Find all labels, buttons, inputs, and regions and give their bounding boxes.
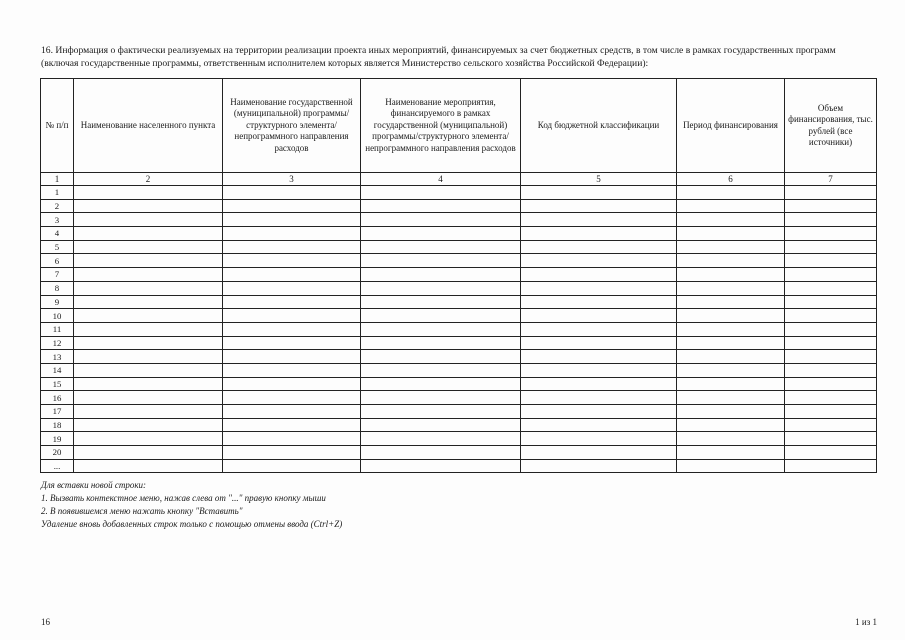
table-cell[interactable] <box>74 295 223 309</box>
table-cell[interactable] <box>361 268 521 282</box>
table-row <box>41 391 877 405</box>
table-cell[interactable] <box>361 309 521 323</box>
column-number: 5 <box>521 173 677 186</box>
column-number: 1 <box>41 173 74 186</box>
table-row <box>41 254 877 268</box>
table-cell[interactable] <box>677 295 785 309</box>
row-number: 15 <box>41 377 74 391</box>
table-cell[interactable] <box>785 295 877 309</box>
table-cell[interactable] <box>785 363 877 377</box>
table-cell[interactable] <box>677 227 785 241</box>
row-number: 11 <box>41 322 74 336</box>
table-cell[interactable] <box>361 227 521 241</box>
column-number: 7 <box>785 173 877 186</box>
table-cell[interactable] <box>677 336 785 350</box>
table-cell[interactable] <box>785 432 877 446</box>
table-cell[interactable] <box>521 350 677 364</box>
table-cell[interactable] <box>223 391 361 405</box>
table-cell[interactable] <box>677 281 785 295</box>
table-cell[interactable] <box>223 322 361 336</box>
table-cell[interactable] <box>521 446 677 460</box>
table-cell[interactable] <box>677 432 785 446</box>
table-cell[interactable] <box>74 336 223 350</box>
table-row <box>41 350 877 364</box>
row-number: 6 <box>41 254 74 268</box>
table-cell[interactable] <box>521 254 677 268</box>
table-cell[interactable] <box>223 363 361 377</box>
row-number: 18 <box>41 418 74 432</box>
table-cell[interactable] <box>361 199 521 213</box>
table-row <box>41 336 877 350</box>
header-cell: Код бюджетной классификации <box>521 79 677 173</box>
column-number: 4 <box>361 173 521 186</box>
table-row <box>41 377 877 391</box>
table-cell[interactable] <box>521 363 677 377</box>
table-cell[interactable] <box>785 213 877 227</box>
row-number: 2 <box>41 199 74 213</box>
table-cell[interactable] <box>785 240 877 254</box>
table-cell[interactable] <box>677 459 785 473</box>
note-line: 2. В появившемся меню нажать кнопку "Вставить" <box>41 506 243 516</box>
table-cell[interactable] <box>361 391 521 405</box>
section-heading: 16. Информация о фактически реализуемых на территории реализации проекта иных мероприятий, финансируемых за счет бюджетных средств, в том числе в рамках государственных программ (включая государственные программы, ответственным исполнителем которых является Министерство сельского хозяйства Российской Федерации): <box>41 45 836 69</box>
table-cell[interactable] <box>223 446 361 460</box>
row-number: 3 <box>41 213 74 227</box>
table-cell[interactable] <box>74 227 223 241</box>
table-cell[interactable] <box>521 459 677 473</box>
table-cell[interactable] <box>785 446 877 460</box>
table-cell[interactable] <box>677 418 785 432</box>
table-cell[interactable] <box>74 350 223 364</box>
table-cell[interactable] <box>785 350 877 364</box>
table-cell[interactable] <box>223 432 361 446</box>
header-row <box>41 79 877 173</box>
table-cell[interactable] <box>521 213 677 227</box>
table-cell[interactable] <box>223 350 361 364</box>
table-cell[interactable] <box>677 363 785 377</box>
table-row <box>41 418 877 432</box>
table-cell[interactable] <box>223 213 361 227</box>
page-label: 16 <box>41 617 50 627</box>
column-number: 6 <box>677 173 785 186</box>
table-cell[interactable] <box>74 199 223 213</box>
row-number: 12 <box>41 336 74 350</box>
table-row <box>41 186 877 200</box>
table-cell[interactable] <box>361 281 521 295</box>
row-number: 20 <box>41 446 74 460</box>
row-number: 4 <box>41 227 74 241</box>
header-cell: Объем финансирования, тыс. рублей (все источники) <box>785 79 877 173</box>
row-number: 9 <box>41 295 74 309</box>
table-row <box>41 459 877 473</box>
header-cell: № п/п <box>41 79 74 173</box>
table-cell[interactable] <box>677 391 785 405</box>
table-cell[interactable] <box>361 418 521 432</box>
insert-row-instructions <box>41 479 342 531</box>
table-cell[interactable] <box>785 391 877 405</box>
table-cell[interactable] <box>74 213 223 227</box>
table-row <box>41 199 877 213</box>
table-cell[interactable] <box>785 227 877 241</box>
table-cell[interactable] <box>74 377 223 391</box>
table-cell[interactable] <box>223 240 361 254</box>
row-number: 17 <box>41 405 74 419</box>
table-cell[interactable] <box>785 377 877 391</box>
table-cell[interactable] <box>521 418 677 432</box>
table-cell[interactable] <box>361 213 521 227</box>
header-cell: Наименование мероприятия, финансируемого в рамках государственной (муниципальной) программы/структурного элемента/непрограммного направления расходов <box>361 79 521 173</box>
table-cell[interactable] <box>521 336 677 350</box>
table-cell[interactable] <box>785 309 877 323</box>
table-row <box>41 405 877 419</box>
row-number: 8 <box>41 281 74 295</box>
table-cell[interactable] <box>223 405 361 419</box>
table-cell[interactable] <box>521 227 677 241</box>
table-row <box>41 213 877 227</box>
table-cell[interactable] <box>677 268 785 282</box>
column-number: 3 <box>223 173 361 186</box>
table-row <box>41 432 877 446</box>
table-cell[interactable] <box>677 199 785 213</box>
table-cell[interactable] <box>361 432 521 446</box>
table-cell[interactable] <box>521 405 677 419</box>
table-row <box>41 268 877 282</box>
header-cell: Наименование населенного пункта <box>74 79 223 173</box>
table-cell[interactable] <box>74 281 223 295</box>
row-number: 16 <box>41 391 74 405</box>
table-cell[interactable] <box>521 240 677 254</box>
table-cell[interactable] <box>361 405 521 419</box>
table-cell[interactable] <box>74 240 223 254</box>
table-cell[interactable] <box>74 405 223 419</box>
table-cell[interactable] <box>677 446 785 460</box>
page-counter: 1 из 1 <box>855 617 877 627</box>
table-cell[interactable] <box>677 186 785 200</box>
table-cell[interactable] <box>521 199 677 213</box>
note-line: Для вставки новой строки: <box>41 480 147 490</box>
table-body <box>41 186 877 473</box>
table-cell[interactable] <box>74 459 223 473</box>
table-cell[interactable] <box>785 405 877 419</box>
table-cell[interactable] <box>521 186 677 200</box>
table-cell[interactable] <box>223 268 361 282</box>
table-cell[interactable] <box>74 418 223 432</box>
row-number: 13 <box>41 350 74 364</box>
table-cell[interactable] <box>74 309 223 323</box>
table-cell[interactable] <box>677 350 785 364</box>
table-cell[interactable] <box>74 432 223 446</box>
column-number: 2 <box>74 173 223 186</box>
note-line: 1. Вызвать контекстное меню, нажав слева от "..." правую кнопку мыши <box>41 493 326 503</box>
table-cell[interactable] <box>521 322 677 336</box>
row-number: ... <box>41 459 74 473</box>
column-number-row <box>41 173 877 186</box>
table-cell[interactable] <box>361 446 521 460</box>
row-number: 14 <box>41 363 74 377</box>
table-cell[interactable] <box>785 418 877 432</box>
table-cell[interactable] <box>785 322 877 336</box>
table-cell[interactable] <box>223 418 361 432</box>
table-cell[interactable] <box>223 281 361 295</box>
table-cell[interactable] <box>677 309 785 323</box>
table-cell[interactable] <box>521 309 677 323</box>
table-cell[interactable] <box>677 405 785 419</box>
table-cell[interactable] <box>521 432 677 446</box>
table-row <box>41 363 877 377</box>
table-cell[interactable] <box>677 254 785 268</box>
table-cell[interactable] <box>785 254 877 268</box>
table-cell[interactable] <box>521 377 677 391</box>
table-row <box>41 281 877 295</box>
table-cell[interactable] <box>677 213 785 227</box>
table-cell[interactable] <box>361 350 521 364</box>
row-number: 10 <box>41 309 74 323</box>
table-cell[interactable] <box>361 377 521 391</box>
note-line: Удаление вновь добавленных строк только с помощью отмены ввода (Ctrl+Z) <box>41 519 343 529</box>
table-row <box>41 227 877 241</box>
events-table <box>40 78 877 473</box>
table-cell[interactable] <box>223 254 361 268</box>
table-row <box>41 309 877 323</box>
table-row <box>41 322 877 336</box>
table-row <box>41 240 877 254</box>
table-cell[interactable] <box>223 336 361 350</box>
table-cell[interactable] <box>521 268 677 282</box>
table-row <box>41 295 877 309</box>
table-cell[interactable] <box>785 281 877 295</box>
table-cell[interactable] <box>677 377 785 391</box>
table-cell[interactable] <box>677 240 785 254</box>
table-cell[interactable] <box>785 336 877 350</box>
table-cell[interactable] <box>785 186 877 200</box>
table-cell[interactable] <box>521 281 677 295</box>
row-number: 19 <box>41 432 74 446</box>
table-cell[interactable] <box>223 199 361 213</box>
header-cell: Наименование государственной (муниципальной) программы/структурного элемента/непрограммного направления расходов <box>223 79 361 173</box>
row-number: 5 <box>41 240 74 254</box>
table-cell[interactable] <box>223 227 361 241</box>
table-cell[interactable] <box>361 322 521 336</box>
table-cell[interactable] <box>361 240 521 254</box>
table-cell[interactable] <box>521 391 677 405</box>
table-cell[interactable] <box>223 459 361 473</box>
table-cell[interactable] <box>74 268 223 282</box>
table-cell[interactable] <box>521 295 677 309</box>
table-cell[interactable] <box>361 459 521 473</box>
table-cell[interactable] <box>223 295 361 309</box>
row-number: 1 <box>41 186 74 200</box>
table-cell[interactable] <box>223 377 361 391</box>
table-cell[interactable] <box>74 322 223 336</box>
header-cell: Период финансирования <box>677 79 785 173</box>
table-cell[interactable] <box>677 322 785 336</box>
table-cell[interactable] <box>223 186 361 200</box>
table-cell[interactable] <box>785 199 877 213</box>
table-cell[interactable] <box>361 295 521 309</box>
table-cell[interactable] <box>785 459 877 473</box>
table-cell[interactable] <box>74 186 223 200</box>
row-number: 7 <box>41 268 74 282</box>
table-cell[interactable] <box>74 363 223 377</box>
table-cell[interactable] <box>361 363 521 377</box>
table-cell[interactable] <box>785 268 877 282</box>
table-row <box>41 446 877 460</box>
table-cell[interactable] <box>74 254 223 268</box>
table-cell[interactable] <box>223 309 361 323</box>
table-cell[interactable] <box>361 186 521 200</box>
table-cell[interactable] <box>361 336 521 350</box>
table-cell[interactable] <box>74 391 223 405</box>
table-cell[interactable] <box>361 254 521 268</box>
table-cell[interactable] <box>74 446 223 460</box>
